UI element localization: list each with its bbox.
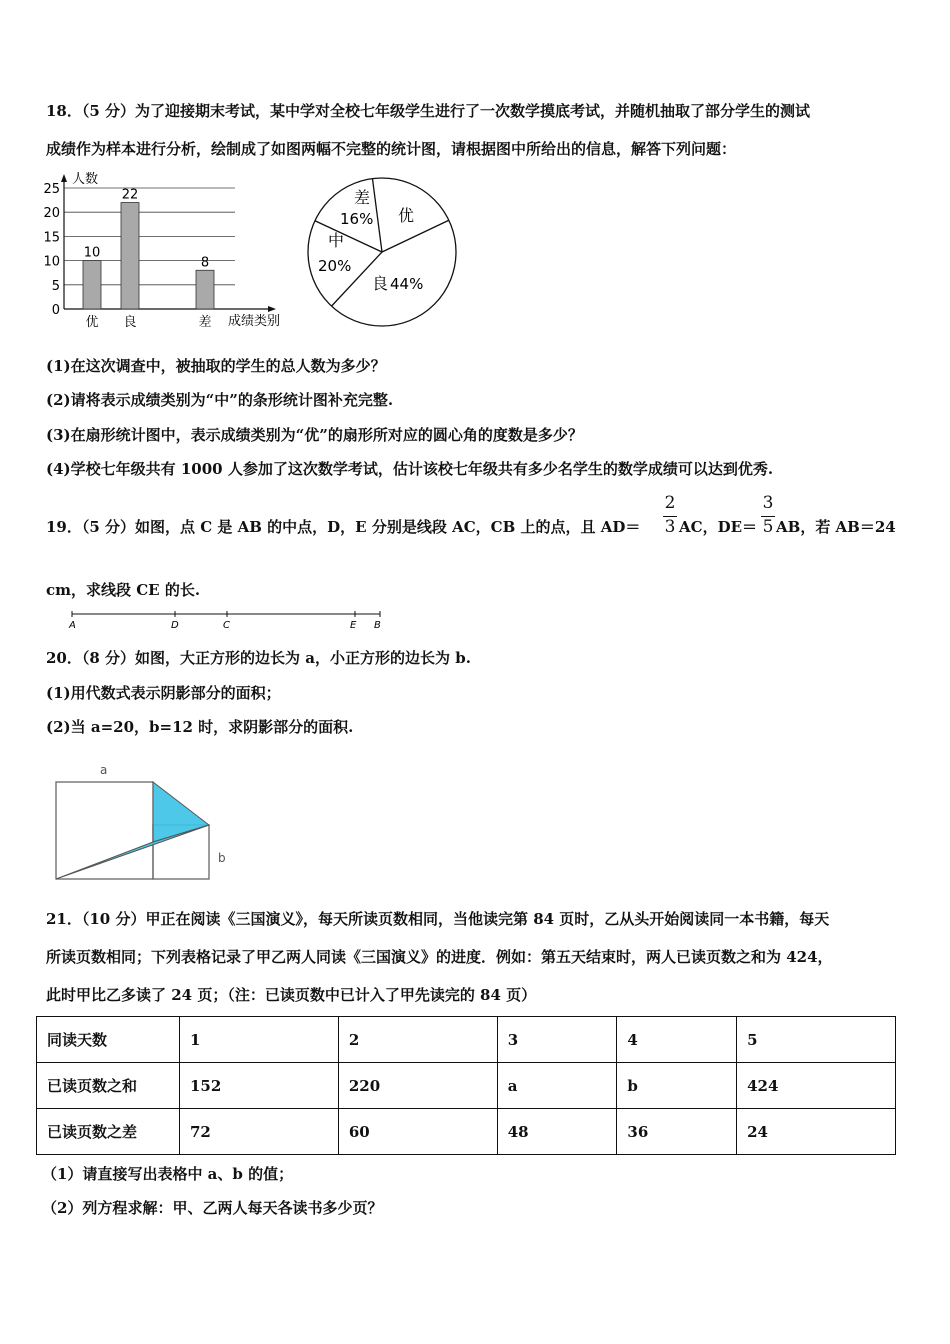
table-cell: 152 <box>180 1063 339 1109</box>
q21-line1: 21．（10 分）甲正在阅读《三国演义》，每天所读页数相同，当他读完第 84 页时，乙从头开始阅读同一本书籍，每天 <box>46 910 830 928</box>
x-axis-arrow <box>268 306 276 312</box>
table-cell: 同读天数 <box>37 1017 180 1063</box>
segment-diagram <box>62 606 392 632</box>
table-cell: 424 <box>737 1063 896 1109</box>
bar-3 <box>196 270 214 309</box>
q19-frac1-den: 3 <box>664 517 676 537</box>
data-label-0: 10 <box>83 245 101 261</box>
point-e: E <box>350 620 357 631</box>
data-label-1: 22 <box>121 187 139 203</box>
table-cell: b <box>617 1063 737 1109</box>
bar-0 <box>83 261 101 309</box>
q21-line2: 所读页数相同；下列表格记录了甲乙两人同读《三国演义》的进度．例如：第五天结束时，两人已读页数之和为 424， <box>46 948 833 966</box>
q21-line3: 此时甲比乙多读了 24 页；（注：已读页数中已计入了甲先读完的 84 页） <box>46 986 537 1004</box>
pie-label-cha: 差 <box>354 188 371 207</box>
table-cell: 1 <box>180 1017 339 1063</box>
x-tick-label-1: 良 <box>123 315 137 330</box>
q18-sub1: (1)在这次调查中，被抽取的学生的总人数为多少？ <box>46 357 386 375</box>
table-cell: 24 <box>737 1109 896 1155</box>
table-cell: 4 <box>617 1017 737 1063</box>
table-row <box>37 1109 896 1155</box>
shaded-triangle-bottom <box>56 825 209 879</box>
table-row <box>37 1017 896 1063</box>
q18-line2: 成绩作为样本进行分析，绘制成了如图两幅不完整的统计图，请根据图中所给出的信息，解答下列问题： <box>46 140 737 158</box>
point-d: D <box>171 620 179 631</box>
q18-sub3: (3)在扇形统计图中，表示成绩类别为“优”的扇形所对应的圆心角的度数是多少？ <box>46 426 583 444</box>
progress-table <box>36 1016 896 1155</box>
q18-sub2: (2)请将表示成绩类别为“中”的条形统计图补充完整. <box>46 391 394 409</box>
table-cell: 已读页数之差 <box>37 1109 180 1155</box>
table-row <box>37 1063 896 1109</box>
table-cell: a <box>497 1063 617 1109</box>
bar-chart <box>40 168 300 332</box>
q19-part1: 19．（5 分）如图，点 C 是 AB 的中点，D，E 分别是线段 AC，CB 上的点，且 AD＝ <box>46 518 641 536</box>
large-square <box>56 782 153 879</box>
y-axis-arrow <box>61 174 67 182</box>
y-tick-label-5: 25 <box>43 182 60 197</box>
point-a: A <box>69 620 76 631</box>
data-label-3: 8 <box>200 255 210 271</box>
q19-part3: AB，若 AB＝24 <box>776 518 896 536</box>
pie-label-liang: 良 <box>372 274 389 293</box>
label-b: b <box>218 851 226 865</box>
point-b: B <box>374 620 381 631</box>
q21-sub1: （1）请直接写出表格中 a、b 的值； <box>42 1165 294 1183</box>
table-cell: 48 <box>497 1109 617 1155</box>
x-tick-label-0: 优 <box>85 315 99 330</box>
bar-1 <box>121 203 139 309</box>
squares-diagram <box>50 758 240 884</box>
pie-label-you: 优 <box>398 206 415 225</box>
pie-pct-liang: 44% <box>390 275 424 293</box>
x-tick-label-3: 差 <box>198 315 212 330</box>
pie-pct-zhong: 20% <box>318 257 352 275</box>
pie-label-zhong: 中 <box>328 231 345 250</box>
table-cell: 60 <box>338 1109 497 1155</box>
y-axis-label: 人数 <box>72 172 99 187</box>
q19-part2: AC，DE＝ <box>679 518 758 536</box>
q19-frac1-num: 2 <box>664 493 676 513</box>
y-tick-label-3: 15 <box>43 230 60 246</box>
x-axis-label: 成绩类别 <box>228 314 281 329</box>
q20-sub2: (2)当 a=20，b=12 时，求阴影部分的面积. <box>46 718 354 736</box>
table-cell: 3 <box>497 1017 617 1063</box>
q18-line1: 18．（5 分）为了迎接期末考试，某中学对全校七年级学生进行了一次数学摸底考试，并随机抽取了部分学生的测试 <box>46 102 811 120</box>
table-cell: 5 <box>737 1017 896 1063</box>
table-cell: 220 <box>338 1063 497 1109</box>
label-a: a <box>100 763 108 777</box>
table-cell: 已读页数之和 <box>37 1063 180 1109</box>
table-cell: 2 <box>338 1017 497 1063</box>
q20-sub1: (1)用代数式表示阴影部分的面积； <box>46 684 281 702</box>
q19-frac2-den: 5 <box>762 517 774 537</box>
q18-sub4: (4)学校七年级共有 1000 人参加了这次数学考试，估计该校七年级共有多少名学生的数学成绩可以达到优秀. <box>46 460 774 478</box>
q19-line2: cm，求线段 CE 的长. <box>46 581 201 599</box>
y-tick-label-0: 0 <box>51 303 60 318</box>
y-tick-label-4: 20 <box>43 206 60 222</box>
q20-line1: 20．（8 分）如图，大正方形的边长为 a，小正方形的边长为 b. <box>46 649 471 667</box>
q19-frac2-num: 3 <box>762 493 774 513</box>
q21-sub2: （2）列方程求解：甲、乙两人每天各读书多少页？ <box>42 1199 383 1217</box>
table-cell: 36 <box>617 1109 737 1155</box>
pie-chart <box>302 174 462 332</box>
y-tick-label-1: 5 <box>51 278 60 294</box>
pie-pct-cha: 16% <box>340 210 374 228</box>
y-tick-label-2: 10 <box>43 254 60 270</box>
point-c: C <box>223 620 230 631</box>
table-cell: 72 <box>180 1109 339 1155</box>
